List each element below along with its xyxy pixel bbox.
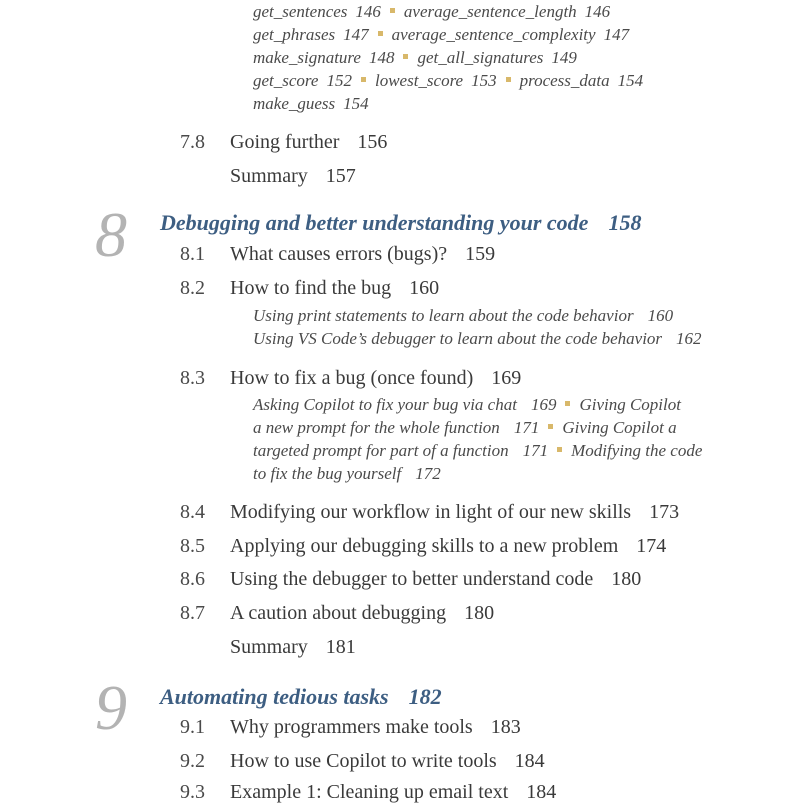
toc-subentry: a new prompt for the whole function [253,418,500,437]
toc-subentry: make_signature [253,48,361,67]
toc-subentry: get_sentences [253,2,348,21]
page-number: 157 [325,165,356,187]
toc-subentry-line [253,464,441,484]
toc-section-8-3[interactable] [230,367,521,390]
section-number: 8.6 [180,568,205,590]
page-number: 149 [551,48,577,67]
section-title: A caution about debugging [230,602,447,624]
bullet-separator [378,31,383,36]
page-number: 171 [513,418,540,437]
toc-subentry-line [253,418,677,438]
page-number: 173 [649,501,680,523]
toc-section-9-2[interactable] [230,750,545,773]
chapter-number: 8 [95,199,127,270]
page-number: 174 [636,535,667,557]
bullet-separator [506,77,511,82]
toc-subentry-line [253,441,702,461]
toc-section-7-8[interactable] [230,131,387,154]
page-number: 160 [409,277,440,299]
toc-subentry-line [253,94,369,114]
toc-subentry-line [253,395,681,415]
page-number: 156 [357,131,388,153]
page-number: 154 [343,94,369,113]
toc-summary-8[interactable] [230,636,356,659]
toc-subentry-line [253,329,702,349]
page-number: 147 [603,25,630,44]
toc-section-9-3[interactable] [230,781,556,804]
section-title: Summary [230,636,308,658]
bullet-separator [557,447,562,452]
bullet-separator [548,424,553,429]
page-number: 183 [490,716,521,738]
section-number: 8.5 [180,535,205,557]
bullet-separator [390,8,395,13]
section-number: 8.4 [180,501,205,523]
chapter-title: Automating tedious tasks [160,684,389,709]
toc-section-9-1[interactable] [230,716,521,739]
toc-summary-7[interactable] [230,165,356,188]
toc-subentry: get_score [253,71,319,90]
section-title: Using the debugger to better understand code [230,568,594,590]
toc-section-8-4[interactable] [230,501,679,524]
page-number: 148 [368,48,395,67]
toc-chapter-8[interactable] [160,210,641,236]
page-number: 158 [608,210,642,235]
page-number: 159 [465,243,496,265]
bullet-separator [361,77,366,82]
toc-subentry: targeted prompt for part of a function [253,441,509,460]
page-number: 169 [491,367,522,389]
section-title: Example 1: Cleaning up email text [230,781,509,803]
section-title: How to fix a bug (once found) [230,367,474,389]
toc-subentry: lowest_score [374,71,464,90]
toc-section-8-7[interactable] [230,602,494,625]
section-title: Going further [230,131,340,153]
section-number: 7.8 [180,131,205,153]
toc-subentry: Using VS Code’s debugger to learn about the code behavior [253,329,663,348]
section-title: Applying our debugging skills to a new problem [230,535,619,557]
toc-chapter-9[interactable] [160,684,442,710]
section-title: How to find the bug [230,277,392,299]
page-number: 184 [514,750,545,772]
section-title: Why programmers make tools [230,716,473,738]
toc-subentry: get_phrases [253,25,336,44]
page-number: 182 [408,684,442,709]
toc-subentry-line [253,71,643,91]
chapter-title: Debugging and better understanding your code [160,210,589,235]
toc-subentry: Giving Copilot a [562,418,677,437]
page-number: 162 [676,329,702,348]
toc-subentry: Using print statements to learn about the code behavior [253,306,634,325]
bullet-separator [565,401,570,406]
page-number: 147 [343,25,369,44]
section-number: 8.2 [180,277,205,299]
toc-subentry: to fix the bug yourself [253,464,402,483]
toc-subentry: Giving Copilot [579,395,681,414]
chapter-number: 9 [95,672,127,743]
page-number: 160 [647,306,674,325]
section-number: 9.1 [180,716,205,738]
toc-subentry: get_all_signatures [417,48,544,67]
toc-subentry: average_sentence_complexity [391,25,596,44]
toc-subentry-line [253,306,673,326]
section-number: 9.3 [180,781,205,803]
bullet-separator [403,54,408,59]
page-number: 146 [355,2,381,21]
toc-subentry: Modifying the code [571,441,703,460]
section-title: Summary [230,165,308,187]
page-number: 153 [471,71,497,90]
section-title: What causes errors (bugs)? [230,243,448,265]
page-number: 180 [611,568,642,590]
page-number: 169 [530,395,557,414]
section-number: 8.3 [180,367,205,389]
toc-section-8-2[interactable] [230,277,439,300]
toc-subentry-line [253,25,629,45]
toc-section-8-6[interactable] [230,568,641,591]
toc-section-8-1[interactable] [230,243,495,266]
page-number: 171 [522,441,549,460]
toc-subentry: average_sentence_length [403,2,577,21]
toc-subentry-line [253,48,577,68]
page-number: 152 [326,71,352,90]
page-number: 184 [526,781,557,803]
section-number: 8.1 [180,243,205,265]
toc-subentry-line [253,2,610,22]
page-number: 154 [617,71,644,90]
page-number: 180 [464,602,495,624]
section-number: 8.7 [180,602,205,624]
toc-subentry: make_guess [253,94,336,113]
section-title: Modifying our workflow in light of our new skills [230,501,632,523]
toc-section-8-5[interactable] [230,535,666,558]
section-number: 9.2 [180,750,205,772]
section-title: How to use Copilot to write tools [230,750,497,772]
toc-subentry: process_data [519,71,610,90]
page-number: 172 [415,464,441,483]
page-number: 181 [325,636,356,658]
toc-subentry: Asking Copilot to fix your bug via chat [253,395,517,414]
page-number: 146 [584,2,611,21]
